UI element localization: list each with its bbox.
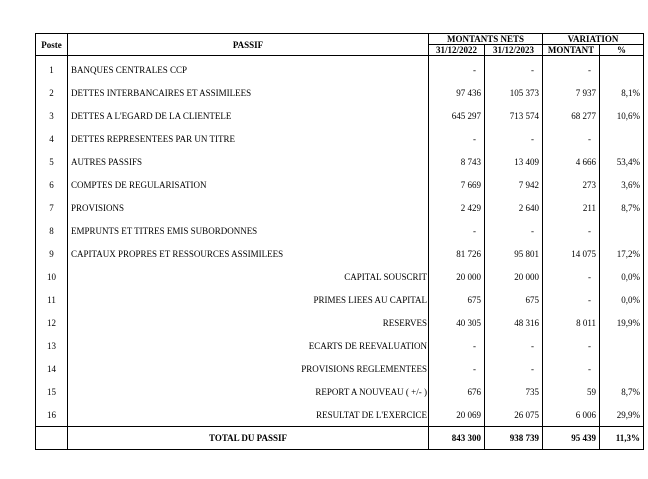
table-row [36,357,644,380]
row-poste: 13 [36,334,68,357]
row-variation: 59 [543,380,600,403]
header-variation: VARIATION [543,34,644,45]
row-variation: - [543,288,600,311]
row-poste: 16 [36,403,68,427]
total-row [36,427,644,450]
row-poste: 12 [36,311,68,334]
row-poste: 1 [36,56,68,82]
table-row [36,127,644,150]
row-poste: 7 [36,196,68,219]
table-body [36,56,644,427]
row-poste: 6 [36,173,68,196]
row-2023: 13 409 [485,150,543,173]
row-label: DETTES REPRESENTEES PAR UN TITRE [68,127,429,150]
table-row [36,56,644,82]
row-variation: 68 277 [543,104,600,127]
row-pct [600,334,644,357]
row-pct: 17,2% [600,242,644,265]
row-2022: 676 [429,380,485,403]
header-2023: 31/12/2023 [485,45,543,56]
row-2022: - [429,56,485,82]
row-poste: 11 [36,288,68,311]
row-2023: - [485,127,543,150]
row-2022: 675 [429,288,485,311]
total-label: TOTAL DU PASSIF [68,427,429,450]
row-label: RESULTAT DE L'EXERCICE [68,403,429,427]
row-label: PRIMES LIEES AU CAPITAL [68,288,429,311]
header-pct: % [600,45,644,56]
row-label: BANQUES CENTRALES CCP [68,56,429,82]
row-2023: 95 801 [485,242,543,265]
row-label: PROVISIONS REGLEMENTEES [68,357,429,380]
row-variation: 273 [543,173,600,196]
row-2023: 675 [485,288,543,311]
row-2023: 735 [485,380,543,403]
row-pct [600,357,644,380]
row-label: EMPRUNTS ET TITRES EMIS SUBORDONNES [68,219,429,242]
table-row [36,311,644,334]
row-label: REPORT A NOUVEAU ( +/- ) [68,380,429,403]
table-row [36,242,644,265]
row-pct: 3,6% [600,173,644,196]
table-row [36,173,644,196]
row-variation: - [543,219,600,242]
row-variation: - [543,56,600,82]
row-label: ECARTS DE REEVALUATION [68,334,429,357]
row-2022: 97 436 [429,81,485,104]
total-2023: 938 739 [485,427,543,450]
row-poste: 15 [36,380,68,403]
row-2022: 645 297 [429,104,485,127]
row-label: AUTRES PASSIFS [68,150,429,173]
row-2022: 20 000 [429,265,485,288]
row-poste: 8 [36,219,68,242]
row-2023: - [485,56,543,82]
row-2023: - [485,219,543,242]
row-poste: 14 [36,357,68,380]
table-row [36,150,644,173]
row-pct: 8,1% [600,81,644,104]
row-variation: - [543,357,600,380]
table-row [36,196,644,219]
row-label: PROVISIONS [68,196,429,219]
row-pct [600,219,644,242]
total-pct: 11,3% [600,427,644,450]
table-row [36,288,644,311]
total-2022: 843 300 [429,427,485,450]
row-label: CAPITAUX PROPRES ET RESSOURCES ASSIMILEES [68,242,429,265]
row-label: RESERVES [68,311,429,334]
row-variation: - [543,334,600,357]
row-variation: 8 011 [543,311,600,334]
table-row [36,104,644,127]
table-row [36,81,644,104]
row-pct: 8,7% [600,196,644,219]
header-passif: PASSIF [68,34,429,56]
row-2022: 81 726 [429,242,485,265]
row-poste: 3 [36,104,68,127]
row-poste: 5 [36,150,68,173]
header-montant: MONTANT [543,45,600,56]
row-2022: 2 429 [429,196,485,219]
row-2023: 7 942 [485,173,543,196]
row-2023: 2 640 [485,196,543,219]
row-2023: 26 075 [485,403,543,427]
row-2022: - [429,357,485,380]
header-2022: 31/12/2022 [429,45,485,56]
row-2022: - [429,219,485,242]
row-2022: - [429,334,485,357]
header-poste: Poste [36,34,68,56]
header-montants-nets: MONTANTS NETS [429,34,543,45]
row-2022: 8 743 [429,150,485,173]
row-variation: - [543,127,600,150]
row-variation: 211 [543,196,600,219]
row-label: COMPTES DE REGULARISATION [68,173,429,196]
row-2023: 20 000 [485,265,543,288]
row-2023: - [485,334,543,357]
row-2023: - [485,357,543,380]
row-pct: 0,0% [600,288,644,311]
row-variation: 7 937 [543,81,600,104]
row-variation: 6 006 [543,403,600,427]
row-2022: 40 305 [429,311,485,334]
row-pct [600,56,644,82]
row-2022: - [429,127,485,150]
row-2023: 48 316 [485,311,543,334]
row-pct: 10,6% [600,104,644,127]
row-2022: 7 669 [429,173,485,196]
row-label: DETTES INTERBANCAIRES ET ASSIMILEES [68,81,429,104]
row-poste: 10 [36,265,68,288]
row-2023: 713 574 [485,104,543,127]
row-label: CAPITAL SOUSCRIT [68,265,429,288]
row-pct: 53,4% [600,150,644,173]
row-label: DETTES A L'EGARD DE LA CLIENTELE [68,104,429,127]
row-2023: 105 373 [485,81,543,104]
passif-table [35,33,644,450]
table-row [36,403,644,427]
row-variation: 14 075 [543,242,600,265]
row-variation: 4 666 [543,150,600,173]
row-poste: 4 [36,127,68,150]
row-poste: 9 [36,242,68,265]
row-pct: 19,9% [600,311,644,334]
row-pct [600,127,644,150]
row-pct: 8,7% [600,380,644,403]
row-variation: - [543,265,600,288]
row-poste: 2 [36,81,68,104]
table-row [36,380,644,403]
total-variation: 95 439 [543,427,600,450]
table-row [36,334,644,357]
row-pct: 29,9% [600,403,644,427]
table-row [36,219,644,242]
row-2022: 20 069 [429,403,485,427]
table-row [36,265,644,288]
row-pct: 0,0% [600,265,644,288]
